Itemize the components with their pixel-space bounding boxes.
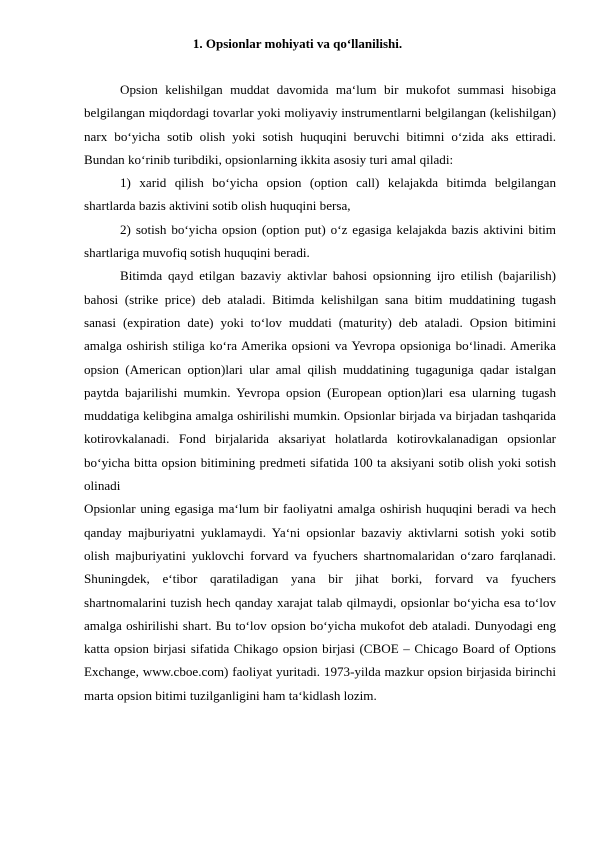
paragraph-put-option: 2) sotish bo‘yicha opsion (option put) o‘z egasiga kelajakda bazis aktivini bitim shartlariga muvofiq sotish huquqini beradi.: [84, 221, 556, 261]
paragraph-definition: Opsion kelishilgan muddat davomida ma‘lum bir mukofot summasi hisobiga belgilangan miqdordagi tovarlar yoki moliyaviy instrumentlarni belgilangan (kelishilgan) narx bo‘yicha sotib olish yoki sotish huquqini beruvchi bitimni o‘zida aks ettiradi. Bundan ko‘rinib turibdiki, opsionlarning ikkita asosiy turi amal qiladi:: [84, 82, 556, 167]
paragraph-call-option: 1) xarid qilish bo‘yicha opsion (option call) kelajakda bitimda belgilangan shartlarda bazis aktivini sotib olish huquqini bersa,: [84, 175, 556, 214]
body-text: [84, 78, 556, 707]
paragraph-rights-and-cboe: Opsionlar uning egasiga ma‘lum bir faoliyatni amalga oshirish huquqini beradi va hech qanday majburiyatni yuklamaydi. Ya‘ni opsionlar bazaviy aktivlarni sotish yoki sotib olish majburiyatini yuklovchi forvard va fyuchers shartnomalaridan o‘zaro farqlanadi. Shuningdek, e‘tibor qaratiladigan yana bir jihat borki, forvard va fyuchers shartnomalarini tuzish hech qanday xarajat talab qilmaydi, opsionlar bo‘yicha esa to‘lov amalga oshirilishi shart. Bu to‘lov opsion bo‘yicha mukofot deb ataladi. Dunyodagi eng katta opsion birjasi sifatida Chikago opsion birjasi (CBOE – Chicago Board of Options Exchange, www.cboe.com) faoliyat yuritadi. 1973-yilda mazkur opsion birjasida birinchi marta opsion bitimi tuzilganligini ham ta‘kidlash lozim.: [84, 501, 556, 703]
paragraph-strike-price: Bitimda qayd etilgan bazaviy aktivlar bahosi opsionning ijro etilish (bajarilish) bahosi (strike price) deb ataladi. Bitimda kelishilgan sana bitim muddatining tugash sanasi (expiration date) yoki to‘lov muddati (maturity) deb ataladi. Opsion bitimini amalga oshirish stiliga ko‘ra Amerika opsioni va Yevropa opsioniga bo‘linadi. Amerika opsion (American option)lari ular amal qilish muddatining tugaguniga qadar istalgan paytda bajarilishi mumkin. Yevropa opsion (European option)lari esa ularning tugash muddatiga kelibgina amalga oshirilishi mumkin. Opsionlar birjada va birjadan tashqarida kotirovkalanadi. Fond birjalarida aksariyat holatlarda kotirovkalanadigan opsionlar bo‘yicha bitta opsion bitimining predmeti sifatida 100 ta aksiyani sotib olish yoki sotish olinadi: [84, 268, 556, 494]
section-heading: 1. Opsionlar mohiyati va qo‘llanilishi.: [192, 36, 403, 51]
